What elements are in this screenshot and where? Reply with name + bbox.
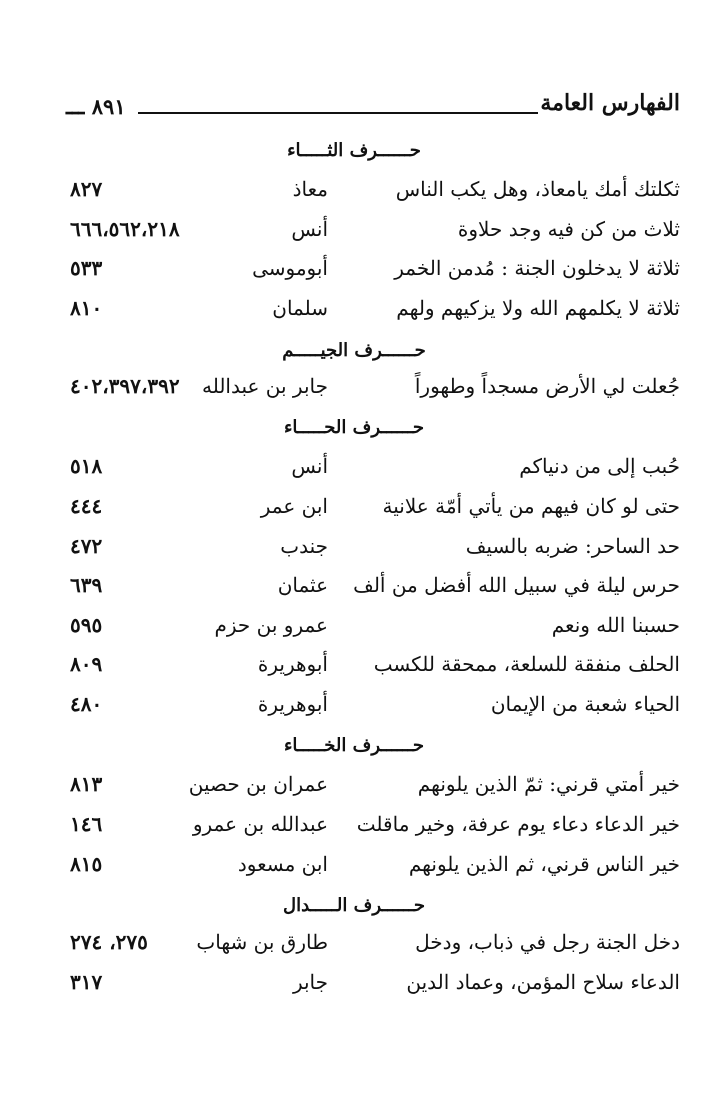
section-heading: حــــــرف الثـــــاء (287, 140, 421, 161)
running-header (66, 86, 680, 120)
narrator: جابر (292, 970, 328, 994)
index-entry (0, 845, 708, 883)
index-entry (0, 645, 708, 683)
hadith-text: دخل الجنة رجل في ذباب، ودخل (415, 930, 680, 954)
hadith-text: ثكلتك أمك يامعاذ، وهل يكب الناس (395, 177, 680, 201)
narrator: أبوموسى (252, 256, 328, 280)
header-rule (138, 112, 538, 114)
page-refs: ٤٤٤ (70, 494, 103, 518)
index-entry (0, 249, 708, 287)
hadith-text: حُبب إلى من دنياكم (519, 454, 680, 478)
hadith-text: الحياء شعبة من الإيمان (490, 692, 680, 716)
index-entry (0, 527, 708, 565)
narrator: أبوهريرة (257, 692, 328, 716)
hadith-text: حسبنا الله ونعم (551, 613, 680, 637)
hadith-text: جُعلت لي الأرض مسجداً وطهوراً (414, 374, 680, 398)
page-refs: ١٤٦ (70, 812, 103, 836)
page-refs: ٥٩٥ (70, 613, 103, 637)
page-refs: ٨١٣ (70, 772, 103, 796)
page-refs: ٤٠٢،٣٩٧،٣٩٢ (70, 374, 180, 398)
page-refs: ٨١٠ (70, 296, 103, 320)
page-refs: ٤٧٢ (70, 534, 103, 558)
page-refs: ٨١٥ (70, 852, 103, 876)
index-entry (0, 765, 708, 803)
narrator: عمرو بن حزم (214, 613, 328, 637)
section-heading: حــــــرف الـــــدال (282, 895, 426, 916)
page-refs: ٦٦٦،٥٦٢،٢١٨ (70, 217, 180, 241)
hadith-text: حد الساحر: ضربه بالسيف (465, 534, 680, 558)
section-heading: حــــــرف الحـــــاء (283, 417, 425, 438)
narrator: عمران بن حصين (188, 772, 328, 796)
hadith-text: حتى لو كان فيهم من يأتي أمّة علانية (382, 494, 680, 518)
index-entry (0, 487, 708, 525)
hadith-text: الحلف منفقة للسلعة، ممحقة للكسب (373, 652, 680, 676)
index-entry (0, 805, 708, 843)
page-refs: ٨٠٩ (70, 652, 103, 676)
page-refs: ٢٧٥، ٢٧٤ (70, 930, 148, 954)
index-entry (0, 170, 708, 208)
hadith-text: ثلاثة لا يدخلون الجنة : مُدمن الخمر (394, 256, 680, 280)
page-refs: ٥١٨ (70, 454, 103, 478)
narrator: معاذ (292, 177, 328, 201)
index-entry (0, 289, 708, 327)
index-entry (0, 606, 708, 644)
page-refs: ٨٢٧ (70, 177, 103, 201)
narrator: ابن عمر (260, 494, 328, 518)
hadith-text: الدعاء سلاح المؤمن، وعماد الدين (406, 970, 680, 994)
index-entry (0, 566, 708, 604)
page-refs: ٤٨٠ (70, 692, 103, 716)
index-entry (0, 447, 708, 485)
narrator: أنس (291, 454, 328, 478)
hadith-text: حرس ليلة في سبيل الله أفضل من ألف (353, 573, 680, 597)
index-entry (0, 685, 708, 723)
narrator: جابر بن عبدالله (201, 374, 328, 398)
narrator: سلمان (272, 296, 328, 320)
page-refs: ٥٣٣ (70, 256, 103, 280)
hadith-text: خير الدعاء دعاء يوم عرفة، وخير ماقلت (356, 812, 680, 836)
header-title: الفهارس العامة (540, 90, 680, 116)
hadith-text: ثلاثة لا يكلمهم الله ولا يزكيهم ولهم (396, 296, 680, 320)
page-refs: ٣١٧ (70, 970, 103, 994)
narrator: طارق بن شهاب (196, 930, 328, 954)
hadith-text: خير أمتي قرني: ثمّ الذين يلونهم (417, 772, 680, 796)
narrator: أنس (291, 217, 328, 241)
narrator: جندب (280, 534, 328, 558)
narrator: أبوهريرة (257, 652, 328, 676)
section-heading: حــــــرف الجيـــــم (282, 340, 426, 361)
narrator: عثمان (277, 573, 328, 597)
index-entry (0, 210, 708, 248)
section-heading: حــــــرف الخـــــاء (283, 735, 425, 756)
page-refs: ٦٣٩ (70, 573, 103, 597)
hadith-text: خير الناس قرني، ثم الذين يلونهم (408, 852, 680, 876)
narrator: ابن مسعود (237, 852, 328, 876)
page-number: ٨٩١ ـــ (66, 94, 126, 119)
hadith-text: ثلاث من كن فيه وجد حلاوة (457, 217, 680, 241)
index-entry (0, 923, 708, 961)
narrator: عبدالله بن عمرو (192, 812, 328, 836)
index-entry (0, 367, 708, 405)
index-entry (0, 963, 708, 1001)
